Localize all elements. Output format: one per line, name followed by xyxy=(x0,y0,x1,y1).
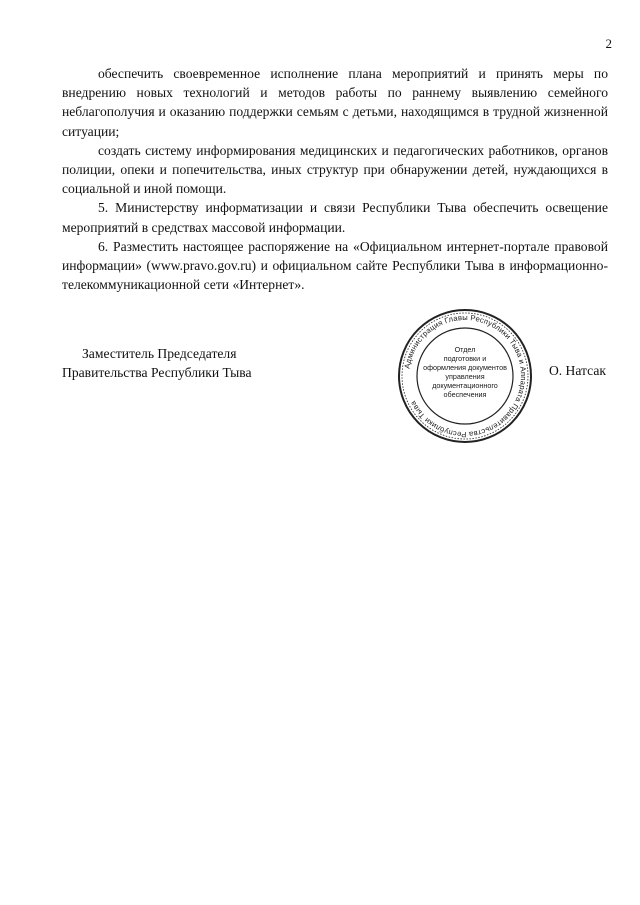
stamp-line-3: оформления документов xyxy=(423,363,507,372)
stamp-seal-icon xyxy=(396,307,534,445)
stamp-line-1: Отдел xyxy=(454,345,476,354)
signer-position-line2: Правительства Республики Тыва xyxy=(62,365,252,381)
signature-position xyxy=(62,344,252,382)
page-number: 2 xyxy=(605,36,612,51)
paragraph-4: 6. Разместить настоящее распоряжение на «Официальном интернет-портале правовой информации» (www.pravo.gov.ru) и официальном сайте Республики Тыва в информационно-телекоммуникационной сети «Интернет». xyxy=(62,238,608,293)
stamp-line-5: документационного xyxy=(432,381,498,390)
paragraph-2: создать систему информирования медицинских и педагогических работников, органов полиции, опеки и попечительства, иных структур при обнаружении детей, нуждающихся в социальной и иной помощи. xyxy=(62,142,608,197)
stamp-line-6: обеспечения xyxy=(443,390,487,399)
stamp-line-2: подготовки и xyxy=(443,354,487,363)
stamp-line-4: управления xyxy=(445,372,485,381)
paragraph-3: 5. Министерству информатизации и связи Республики Тыва обеспечить освещение мероприятий в средствах массовой информации. xyxy=(62,200,608,235)
official-stamp xyxy=(396,307,534,445)
signer-position-line1: Заместитель Председателя xyxy=(82,346,237,361)
document-body xyxy=(62,64,608,294)
paragraph-1: обеспечить своевременное исполнение плана мероприятий и принять меры по внедрению новых технологий и методов работы по раннему выявлению семейного неблагополучия и оказанию поддержки семьям с детьми, находящимся в трудной жизненной ситуации; xyxy=(62,66,608,139)
signer-name: О. Натсак xyxy=(548,363,606,378)
stamp-ring-text: Администрация Главы Республики Тыва и Аппарата Правительства Республики Тыва xyxy=(402,312,529,440)
